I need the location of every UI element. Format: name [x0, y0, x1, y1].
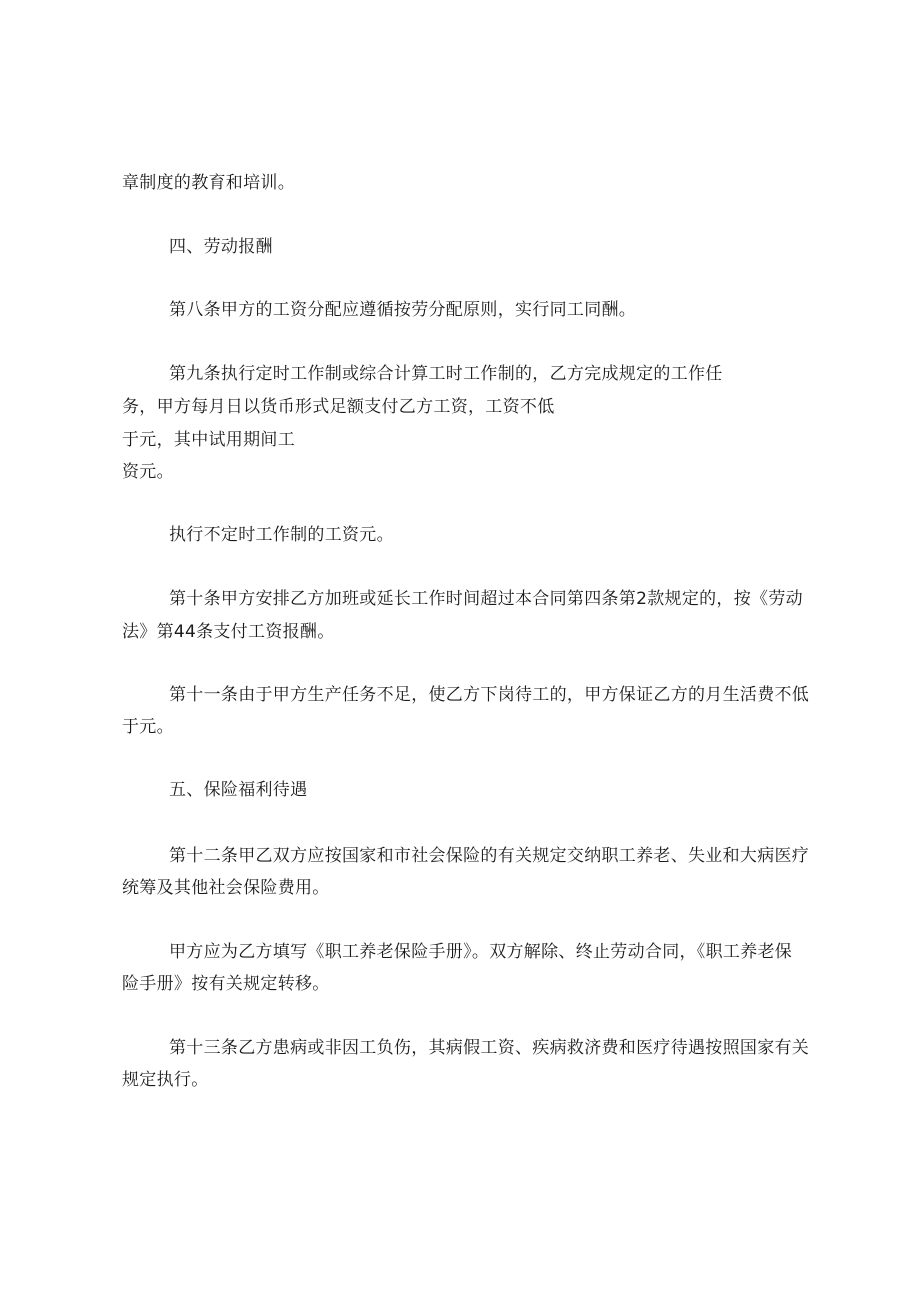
text-line: 法》第44条支付工资报酬。	[122, 622, 335, 642]
text-line: 于元。	[122, 717, 174, 737]
text-line: 险手册》按有关规定转移。	[122, 974, 330, 994]
text-line: 第九条执行定时工作制或综合计算工时工作制的，乙方完成规定的工作任	[169, 364, 723, 384]
text-line: 甲方应为乙方填写《职工养老保险手册》。双方解除、终止劳动合同，《职工养老保	[169, 942, 793, 962]
text-line: 章制度的教育和培训。	[122, 173, 295, 193]
text-line: 资元。	[122, 462, 174, 482]
text-line: 第十一条由于甲方生产任务不足，使乙方下岗待工的，甲方保证乙方的月生活费不低	[169, 685, 810, 705]
text-line: 规定执行。	[122, 1070, 209, 1090]
section-heading: 四、劳动报酬	[169, 237, 273, 257]
text-line: 第十条甲方安排乙方加班或延长工作时间超过本合同第四条第2款规定的，按《劳动	[169, 589, 803, 609]
section-heading: 五、保险福利待遇	[169, 780, 308, 800]
text-line: 于元，其中试用期间工	[122, 430, 295, 450]
text-line: 第十三条乙方患病或非因工负伤，其病假工资、疾病救济费和医疗待遇按照国家有关	[169, 1038, 810, 1058]
text-line: 统筹及其他社会保险费用。	[122, 878, 330, 898]
text-line: 务，甲方每月日以货币形式足额支付乙方工资，工资不低	[122, 397, 555, 417]
text-line: 执行不定时工作制的工资元。	[169, 525, 394, 545]
text-line: 第十二条甲乙双方应按国家和市社会保险的有关规定交纳职工养老、失业和大病医疗	[169, 846, 810, 866]
text-line: 第八条甲方的工资分配应遵循按劳分配原则，实行同工同酬。	[169, 300, 637, 320]
